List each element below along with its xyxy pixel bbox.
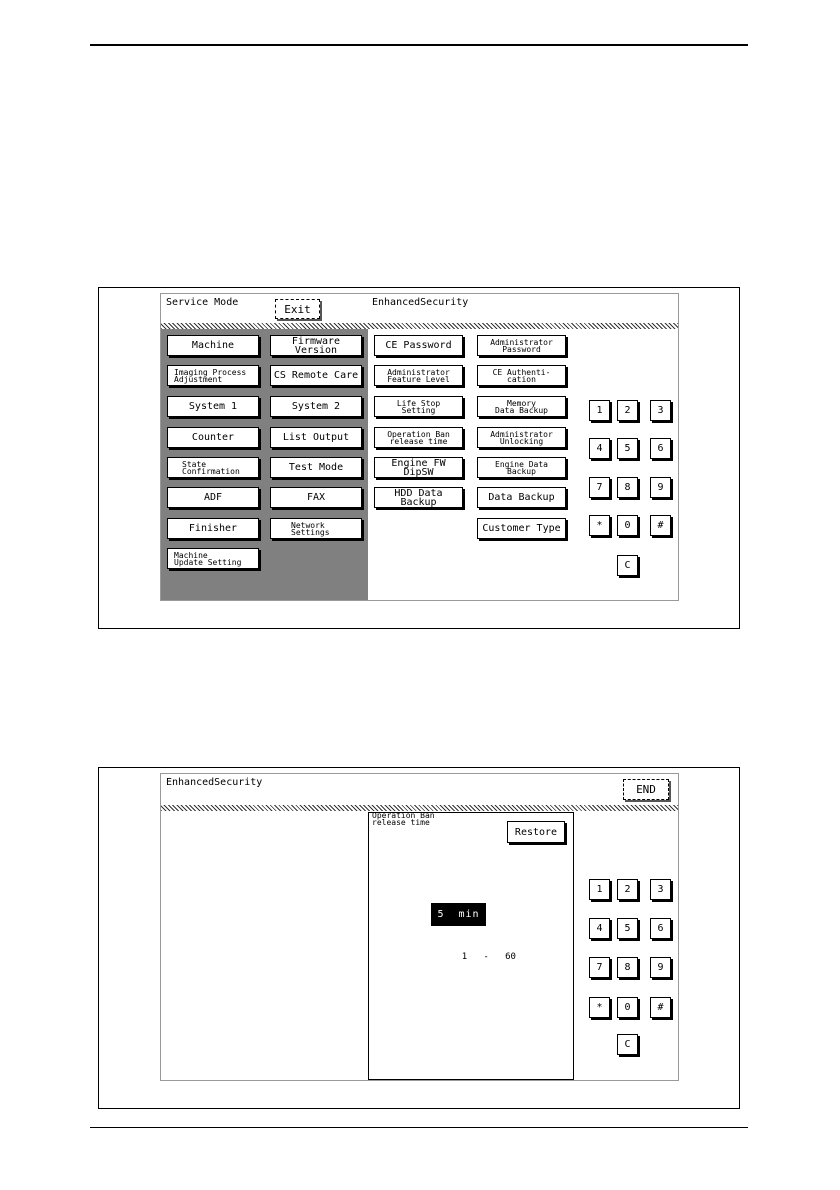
keypad-3[interactable]: 3 (650, 879, 671, 900)
keypad-star[interactable]: * (589, 997, 610, 1018)
restore-button[interactable]: Restore (507, 821, 565, 843)
range-label (440, 942, 516, 972)
keypad-clear[interactable]: C (617, 555, 638, 576)
keypad-clear[interactable]: C (617, 1034, 638, 1055)
panel-title: Operation Ban release time (372, 811, 435, 827)
range-max: 60 (505, 952, 516, 962)
engine-fw-dipsw-button[interactable]: Engine FW DipSW (374, 457, 463, 478)
section-title: EnhancedSecurity (166, 777, 263, 788)
machine-button[interactable]: Machine (167, 335, 259, 356)
value-display (431, 903, 486, 926)
service-mode-title: Service Mode (166, 297, 239, 308)
keypad-0[interactable]: 0 (617, 515, 638, 536)
top-rule (90, 44, 748, 46)
keypad-6[interactable]: 6 (650, 438, 671, 459)
keypad-2[interactable]: 2 (617, 879, 638, 900)
list-output-button[interactable]: List Output (270, 427, 362, 448)
customer-type-button[interactable]: Customer Type (477, 518, 566, 539)
keypad-4[interactable]: 4 (589, 438, 610, 459)
range-min: 1 (461, 952, 468, 962)
keypad-3[interactable]: 3 (650, 400, 671, 421)
operation-ban-release-time-button[interactable]: Operation Ban release time (374, 427, 463, 448)
operation-ban-screen (160, 773, 679, 1081)
counter-button[interactable]: Counter (167, 427, 259, 448)
exit-button[interactable]: Exit (275, 299, 320, 319)
memory-data-backup-button[interactable]: Memory Data Backup (477, 396, 566, 417)
imaging-process-adjustment-button[interactable]: Imaging Process Adjustment (167, 365, 259, 386)
keypad-hash[interactable]: # (650, 997, 671, 1018)
adf-button[interactable]: ADF (167, 487, 259, 508)
finisher-button[interactable]: Finisher (167, 518, 259, 539)
keypad-hash[interactable]: # (650, 515, 671, 536)
network-settings-button[interactable]: Network Settings (270, 518, 362, 539)
keypad-0[interactable]: 0 (617, 997, 638, 1018)
keypad-7[interactable]: 7 (589, 957, 610, 978)
value-unit: min (458, 909, 480, 920)
range-separator: - (483, 952, 489, 962)
ce-password-button[interactable]: CE Password (374, 335, 463, 356)
administrator-password-button[interactable]: Administrator Password (477, 335, 566, 356)
keypad-9[interactable]: 9 (650, 957, 671, 978)
life-stop-setting-button[interactable]: Life Stop Setting (374, 396, 463, 417)
system-1-button[interactable]: System 1 (167, 396, 259, 417)
system-2-button[interactable]: System 2 (270, 396, 362, 417)
bottom-rule (90, 1127, 748, 1128)
firmware-version-button[interactable]: Firmware Version (270, 335, 362, 356)
administrator-unlocking-button[interactable]: Administrator Unlocking (477, 427, 566, 448)
hdd-data-backup-button[interactable]: HDD Data Backup (374, 487, 463, 508)
keypad-4[interactable]: 4 (589, 918, 610, 939)
service-mode-screen (160, 293, 679, 601)
cs-remote-care-button[interactable]: CS Remote Care (270, 365, 362, 386)
value-number: 5 (437, 909, 445, 920)
keypad-7[interactable]: 7 (589, 477, 610, 498)
section-title: EnhancedSecurity (372, 297, 469, 308)
keypad-1[interactable]: 1 (589, 400, 610, 421)
engine-data-backup-button[interactable]: Engine Data Backup (477, 457, 566, 478)
keypad-6[interactable]: 6 (650, 918, 671, 939)
keypad-8[interactable]: 8 (617, 957, 638, 978)
keypad-5[interactable]: 5 (617, 438, 638, 459)
keypad-1[interactable]: 1 (589, 879, 610, 900)
keypad-9[interactable]: 9 (650, 477, 671, 498)
machine-update-setting-button[interactable]: Machine Update Setting (167, 548, 259, 569)
data-backup-button[interactable]: Data Backup (477, 487, 566, 508)
administrator-feature-level-button[interactable]: Administrator Feature Level (374, 365, 463, 386)
keypad-8[interactable]: 8 (617, 477, 638, 498)
keypad-2[interactable]: 2 (617, 400, 638, 421)
fax-button[interactable]: FAX (270, 487, 362, 508)
state-confirmation-button[interactable]: State Confirmation (167, 457, 259, 478)
end-button[interactable]: END (623, 779, 669, 800)
test-mode-button[interactable]: Test Mode (270, 457, 362, 478)
ce-authentication-button[interactable]: CE Authenti- cation (477, 365, 566, 386)
keypad-star[interactable]: * (589, 515, 610, 536)
keypad-5[interactable]: 5 (617, 918, 638, 939)
